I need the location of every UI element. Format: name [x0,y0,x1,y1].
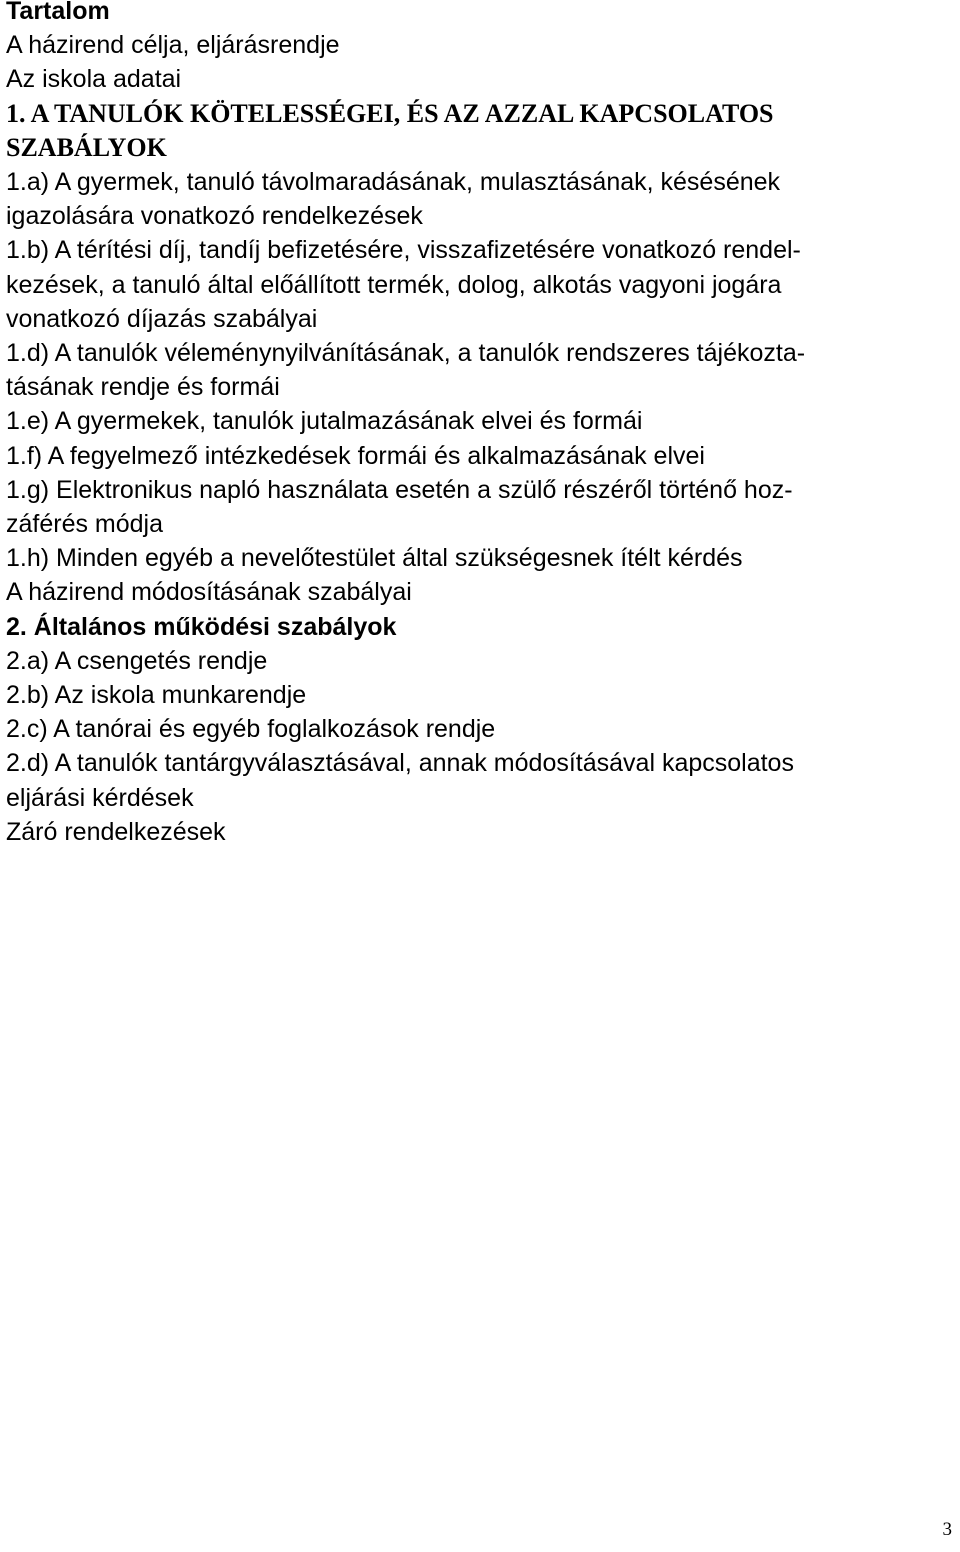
toc-entry-continued: tásának rendje és formái [6,373,280,402]
toc-entry: 2.b) Az iskola munkarendje [6,681,307,710]
toc-entry: 1.a) A gyermek, tanuló távolmaradásának, mulasztásának, késésének [6,168,781,197]
toc-entry: A házirend módosításának szabályai [6,578,412,607]
toc-section-heading: 1. A TANULÓK KÖTELESSÉGEI, ÉS AZ AZZAL KAPCSOLATOS [6,98,774,128]
toc-entry: 2.d) A tanulók tantárgyválasztásával, annak módosításával kapcsolatos [6,749,794,778]
toc-entry-continued: kezések, a tanuló által előállított termék, dolog, alkotás vagyoni jogára [6,270,782,299]
toc-entry: A házirend célja, eljárásrendje [6,31,340,60]
toc-title: Tartalom [6,0,110,25]
toc-entry: 1.b) A térítési díj, tandíj befizetésére, visszafizetésére vonatkozó rendel- [6,236,801,265]
toc-entry-continued: vonatkozó díjazás szabályai [6,304,318,333]
toc-entry: 1.f) A fegyelmező intézkedések formái és alkalmazásának elvei [6,441,705,470]
toc-section-heading: 2. Általános működési szabályok [6,612,397,641]
toc-entry: 2.c) A tanórai és egyéb foglalkozások rendje [6,715,496,744]
toc-entry: 1.g) Elektronikus napló használata esetén a szülő részéről történő hoz- [6,475,793,504]
toc-entry-continued: záférés módja [6,510,164,539]
toc-entry: 1.h) Minden egyéb a nevelőtestület által szükségesnek ítélt kérdés [6,544,743,573]
toc-entry: Az iskola adatai [6,65,182,94]
toc-entry-continued: eljárási kérdések [6,783,194,812]
toc-section-heading-continued: SZABÁLYOK [6,132,167,162]
table-of-contents [6,0,956,849]
toc-entry: Záró rendelkezések [6,817,226,846]
toc-entry: 1.d) A tanulók véleménynyilvánításának, a tanulók rendszeres tájékozta- [6,339,806,368]
toc-entry: 2.a) A csengetés rendje [6,646,268,675]
toc-entry: 1.e) A gyermekek, tanulók jutalmazásának elvei és formái [6,407,643,436]
toc-entry-continued: igazolására vonatkozó rendelkezések [6,202,423,231]
page-number: 3 [942,1519,952,1540]
